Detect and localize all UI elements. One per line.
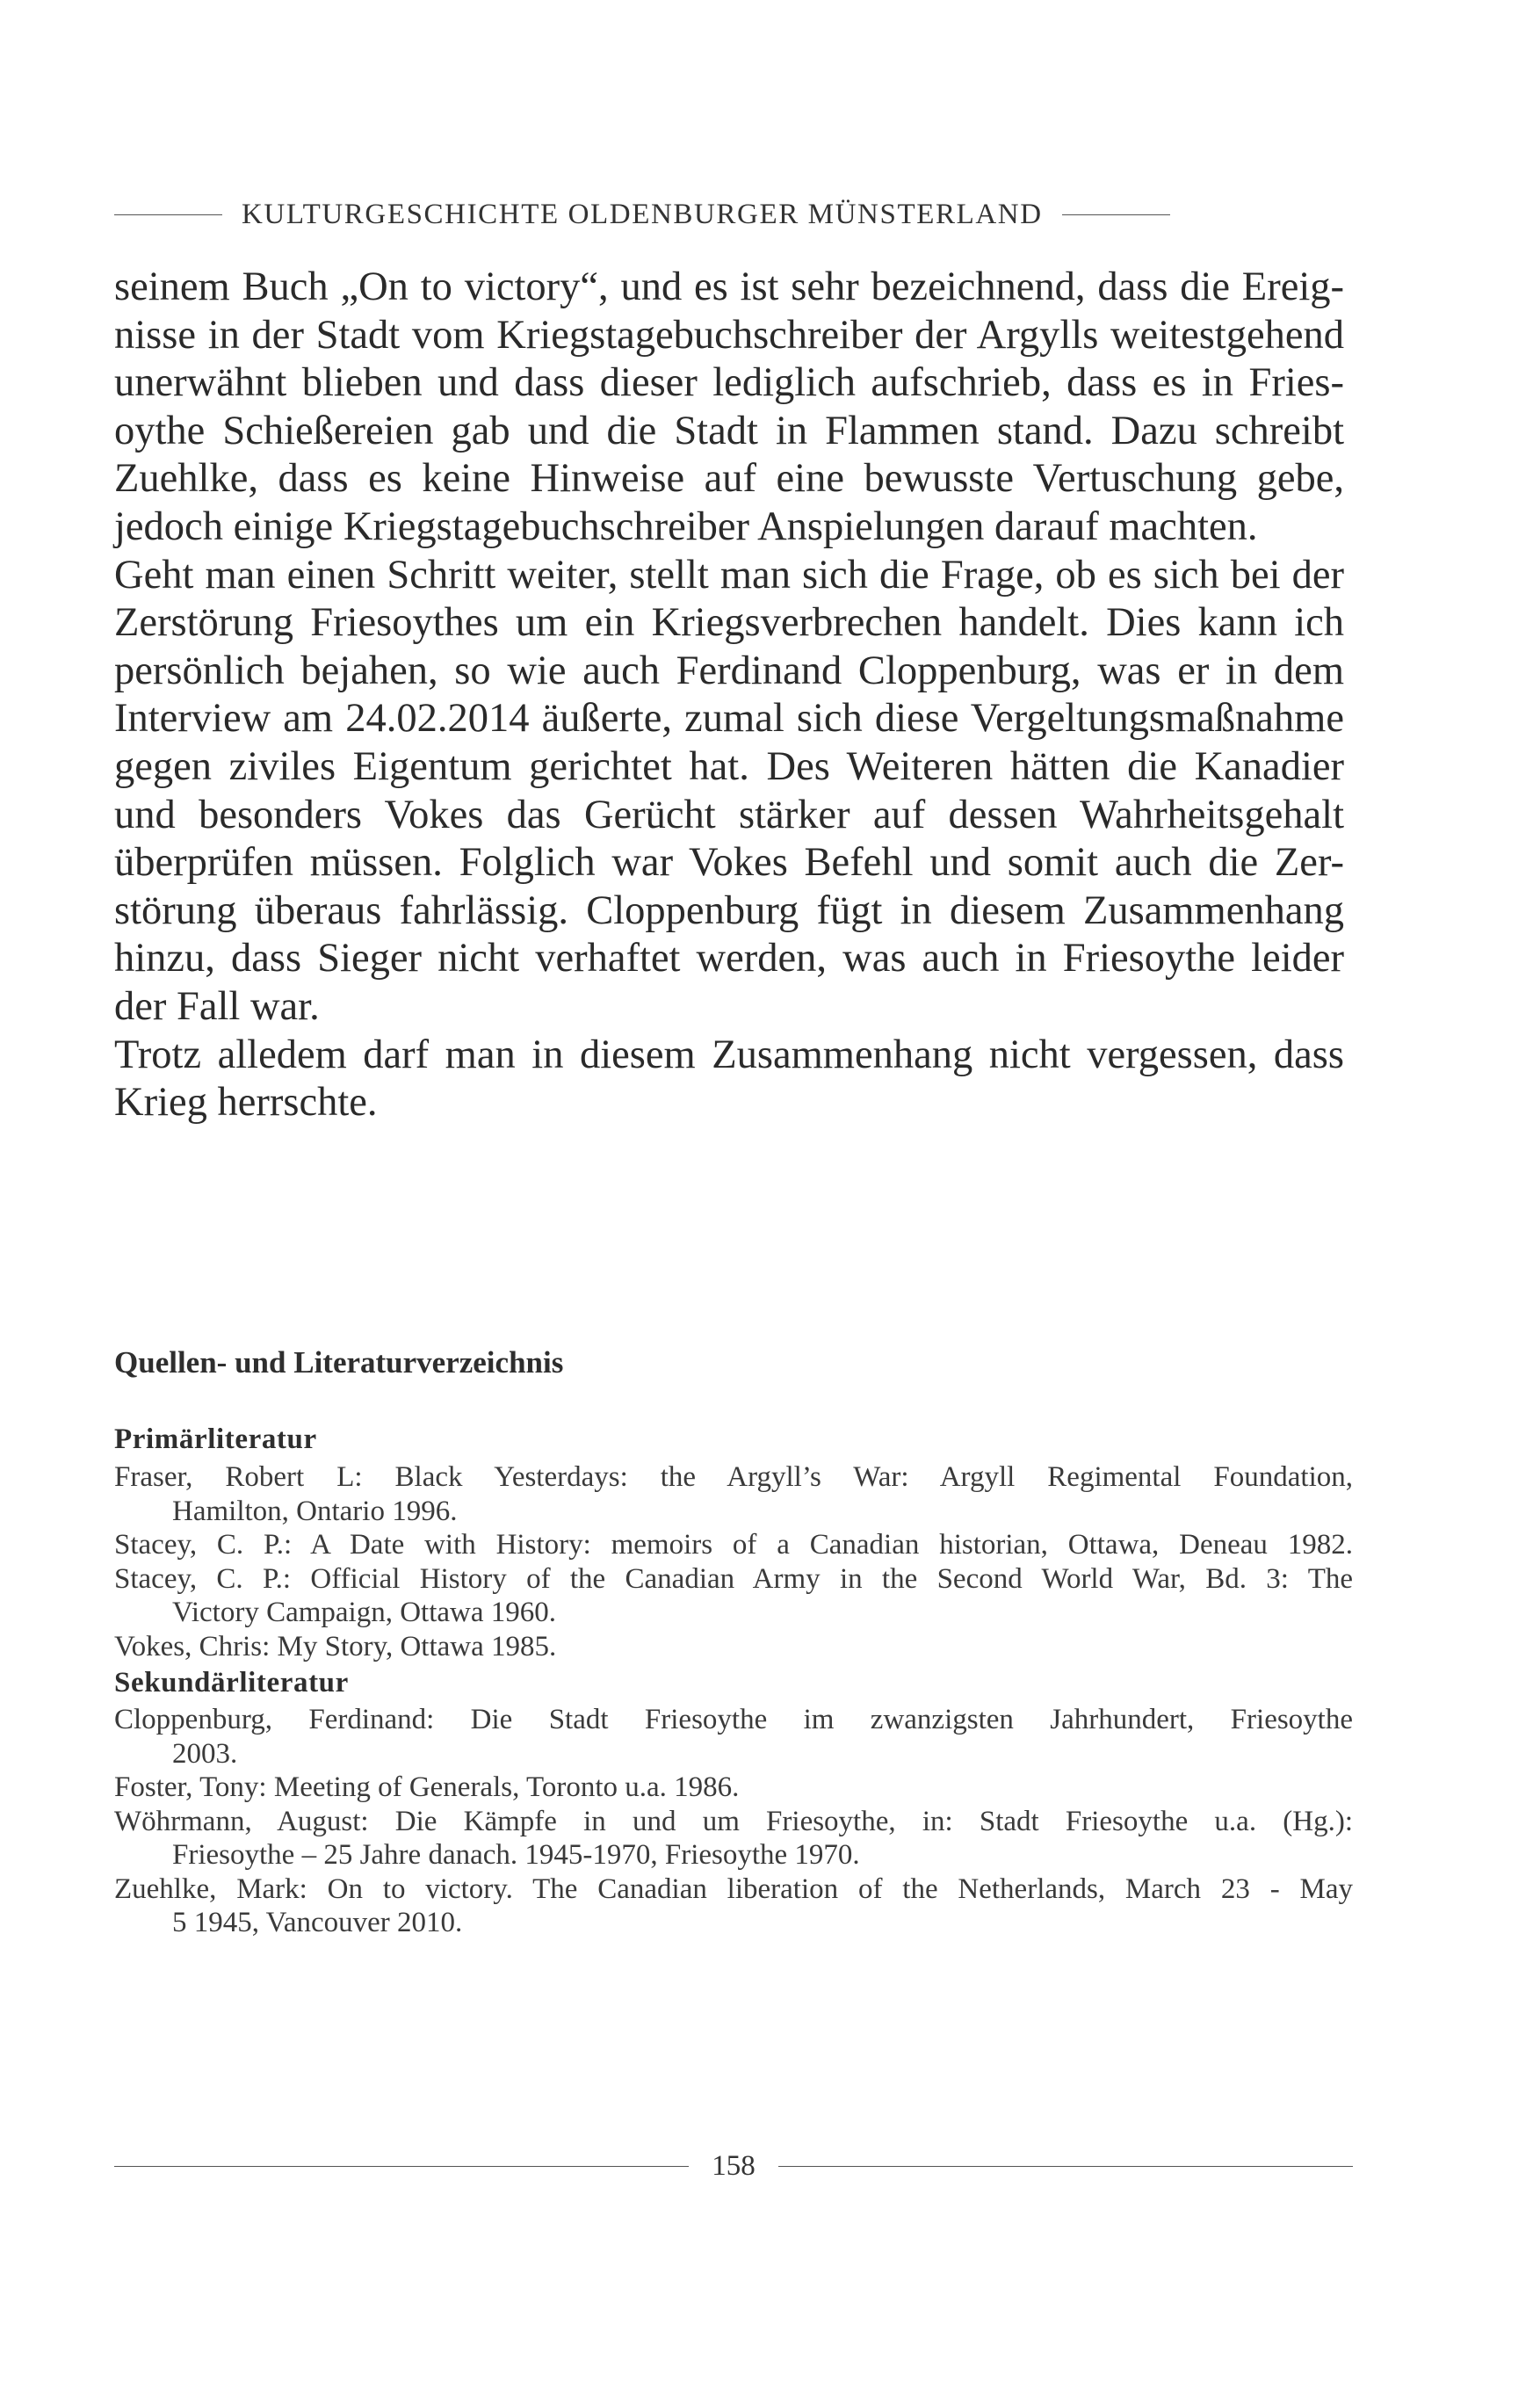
body-line: oythe Schießereien gab und die Stadt in Flammen stand. Dazu schreibt	[114, 408, 1344, 453]
body-line: der Fall war.	[114, 983, 320, 1029]
bibliography-title: Quellen- und Literaturverzeichnis	[114, 1345, 564, 1380]
primary-literature-heading: Primärliteratur	[114, 1423, 317, 1455]
reference-line: Foster, Tony: Meeting of Generals, Toronto u.a. 1986.	[114, 1771, 740, 1803]
reference-line: Fraser, Robert L: Black Yesterdays: the Argyll’s War: Argyll Regimental Foundation,	[114, 1461, 1353, 1493]
body-line: Interview am 24.02.2014 äußerte, zumal sich diese Vergeltungsmaßnahme	[114, 696, 1344, 742]
body-line: Zerstörung Friesoythes um ein Kriegsverbrechen handelt. Dies kann ich	[114, 600, 1344, 646]
reference-line: 2003.	[172, 1737, 238, 1770]
body-line: gegen ziviles Eigentum gerichtet hat. Des Weiteren hätten die Kanadier	[114, 743, 1344, 789]
running-header	[114, 190, 1344, 239]
body-line: Trotz alledem darf man in diesem Zusammenhang nicht vergessen, dass	[114, 1032, 1344, 1077]
secondary-literature-heading: Sekundärliteratur	[114, 1667, 349, 1699]
body-line: hinzu, dass Sieger nicht verhaftet werden, was auch in Friesoythe leider	[114, 936, 1344, 981]
body-line: jedoch einige Kriegstagebuchschreiber Anspielungen darauf machten.	[114, 503, 1258, 549]
reference-line: 5 1945, Vancouver 2010.	[172, 1907, 463, 1938]
body-line: Geht man einen Schritt weiter, stellt man sich die Frage, ob es sich bei der	[114, 552, 1344, 598]
header-rule-left	[114, 214, 222, 215]
reference-line: Vokes, Chris: My Story, Ottawa 1985.	[114, 1630, 557, 1662]
reference-line: Victory Campaign, Ottawa 1960.	[172, 1597, 557, 1628]
body-text	[114, 264, 1344, 1127]
body-line: unerwähnt blieben und dass dieser lediglich aufschrieb, dass es in Fries-	[114, 360, 1344, 406]
reference-line: Cloppenburg, Ferdinand: Die Stadt Friesoythe im zwanzigsten Jahrhundert, Friesoythe	[114, 1704, 1353, 1735]
body-line: störung überaus fahrlässig. Cloppenburg fügt in diesem Zusammenhang	[114, 887, 1344, 933]
reference-line: Stacey, C. P.: A Date with History: memoirs of a Canadian historian, Ottawa, Deneau 1982.	[114, 1529, 1353, 1561]
footer-rule-left	[114, 2166, 689, 2167]
reference-line: Stacey, C. P.: Official History of the Canadian Army in the Second World War, Bd. 3: The	[114, 1562, 1353, 1595]
running-title: KULTURGESCHICHTE OLDENBURGER MÜNSTERLAND	[242, 198, 1043, 230]
body-line: überprüfen müssen. Folglich war Vokes Befehl und somit auch die Zer-	[114, 840, 1344, 886]
secondary-literature-list	[114, 1703, 1353, 1940]
body-line: persönlich bejahen, so wie auch Ferdinand Cloppenburg, was er in dem	[114, 648, 1344, 693]
primary-literature-list	[114, 1460, 1353, 1663]
body-line: und besonders Vokes das Gerücht stärker auf dessen Wahrheitsgehalt	[114, 792, 1344, 837]
page-footer	[114, 2144, 1353, 2188]
body-line: nisse in der Stadt vom Kriegstagebuchschreiber der Argylls weitestgehend	[114, 312, 1344, 358]
reference-line: Friesoythe – 25 Jahre danach. 1945-1970, Friesoythe 1970.	[172, 1839, 860, 1871]
body-line: seinem Buch „On to victory“, und es ist sehr bezeichnend, dass die Ereig-	[114, 264, 1344, 309]
header-rule-right	[1062, 214, 1170, 215]
reference-line: Zuehlke, Mark: On to victory. The Canadian liberation of the Netherlands, March 23 - May	[114, 1872, 1353, 1905]
reference-line: Hamilton, Ontario 1996.	[172, 1495, 458, 1527]
body-line: Zuehlke, dass es keine Hinweise auf eine bewusste Vertuschung gebe,	[114, 456, 1344, 502]
body-line: Krieg herrschte.	[114, 1080, 378, 1126]
footer-rule-right	[778, 2166, 1353, 2167]
page-number: 158	[712, 2149, 756, 2182]
reference-line: Wöhrmann, August: Die Kämpfe in und um Friesoythe, in: Stadt Friesoythe u.a. (Hg.):	[114, 1805, 1353, 1837]
